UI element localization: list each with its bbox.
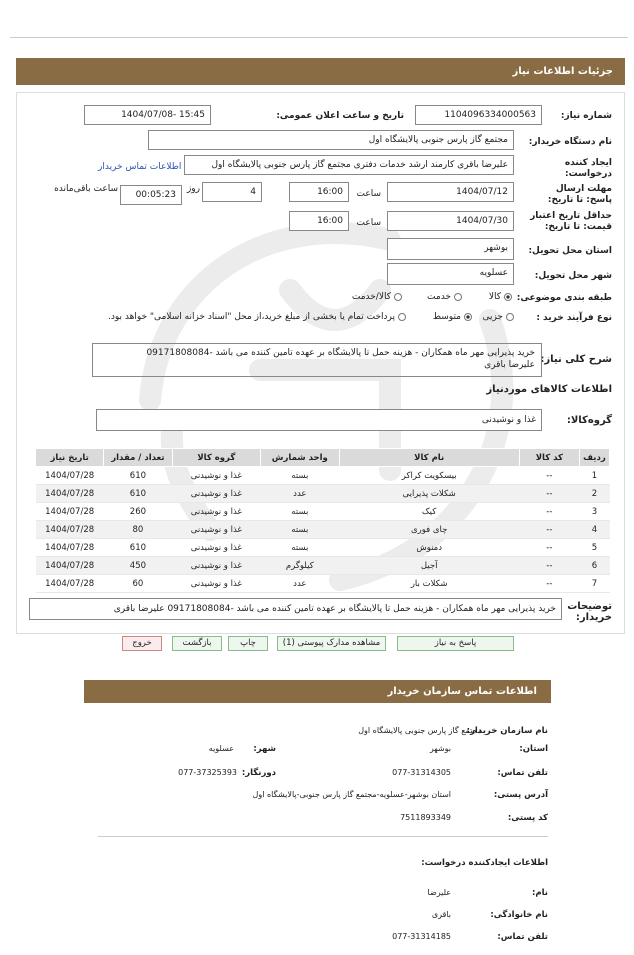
category-radio-goods[interactable] bbox=[504, 293, 512, 301]
goods-group-label: گروه‌کالا: bbox=[566, 415, 612, 426]
category-radio-service[interactable] bbox=[454, 293, 462, 301]
buyer-notes-label: توضیحات خریدار: bbox=[567, 601, 612, 623]
announce-datetime-field: 1404/07/08- 15:45 bbox=[84, 105, 211, 125]
page-title: جزئیات اطلاعات نیاز bbox=[16, 58, 625, 85]
top-divider bbox=[10, 37, 628, 38]
buyer-org-field: مجتمع گاز پارس جنوبی پالایشگاه اول bbox=[148, 130, 514, 150]
creator-name-label: نام: bbox=[531, 888, 548, 898]
process-option-medium[interactable]: متوسط bbox=[433, 312, 472, 322]
creator-family-label: نام خانوادگی: bbox=[490, 910, 548, 920]
col-date: تاریخ نیاز bbox=[36, 449, 104, 467]
contact-city-value: عسلویه bbox=[208, 744, 234, 753]
days-label: روز bbox=[186, 184, 200, 194]
table-row: 6 -- آجیل کیلوگرم غذا و نوشیدنی 450 1404/07/28 bbox=[36, 557, 610, 575]
treasury-checkbox[interactable] bbox=[398, 313, 406, 321]
contact-address-value: استان بوشهر-عسلویه-مجتمع گاز پارس جنوبی-پالایشگاه اول bbox=[252, 790, 451, 799]
contact-postal-value: 7511893349 bbox=[400, 813, 451, 822]
remaining-time-field: 00:05:23 bbox=[120, 185, 182, 205]
contact-province-value: بوشهر bbox=[429, 744, 451, 753]
reply-time-label: ساعت bbox=[356, 189, 381, 199]
goods-info-title: اطلاعات کالاهای موردنیاز bbox=[486, 384, 612, 395]
col-code: کد کالا bbox=[519, 449, 579, 467]
process-radio-partial[interactable] bbox=[506, 313, 514, 321]
contact-province-label: استان: bbox=[519, 744, 548, 754]
contact-section-title: اطلاعات تماس سازمان خریدار bbox=[84, 680, 551, 703]
table-row: 1 -- بیسکویت کراکر بسته غذا و نوشیدنی 610 1404/07/28 bbox=[36, 467, 610, 485]
contact-org-value: مجتمع گاز پارس جنوبی پالایشگاه اول bbox=[358, 726, 482, 735]
table-row: 7 -- شکلات بار عدد غذا و نوشیدنی 60 1404/07/28 bbox=[36, 575, 610, 593]
table-header-row bbox=[36, 449, 610, 467]
table-row: 2 -- شکلات پذیرایی عدد غذا و نوشیدنی 610 1404/07/28 bbox=[36, 485, 610, 503]
category-label: طبقه بندی موضوعی: bbox=[516, 293, 612, 303]
contact-phone-value: 077-31314305 bbox=[392, 768, 451, 777]
price-validity-date: 1404/07/30 bbox=[387, 211, 514, 231]
creator-phone-value: 077-31314185 bbox=[392, 932, 451, 941]
category-option-both[interactable]: کالا/خدمت bbox=[352, 292, 402, 302]
creator-label: ایجاد کننده درخواست: bbox=[564, 158, 612, 179]
reply-deadline-date: 1404/07/12 bbox=[387, 182, 514, 202]
category-option-goods[interactable]: کالا bbox=[489, 292, 512, 302]
col-group: گروه کالا bbox=[172, 449, 261, 467]
reply-days-field: 4 bbox=[202, 182, 262, 202]
province-label: استان محل تحویل: bbox=[528, 246, 612, 256]
col-name: نام کالا bbox=[339, 449, 519, 467]
table-row: 5 -- دمنوش بسته غذا و نوشیدنی 610 1404/07/28 bbox=[36, 539, 610, 557]
contact-phone-label: تلفن تماس: bbox=[497, 768, 548, 778]
general-desc-label: شرح کلی نیاز: bbox=[540, 354, 612, 365]
city-label: شهر محل تحویل: bbox=[534, 271, 612, 281]
attachments-button[interactable]: مشاهده مدارک پیوستی (1) bbox=[277, 636, 386, 651]
creator-family-value: باقری bbox=[431, 910, 451, 919]
price-validity-label: حداقل تاریخ اعتبار قیمت: تا تاریخ: bbox=[530, 211, 612, 232]
buyer-notes-field: خرید پذیرایی مهر ماه همکاران - هزینه حمل تا پالایشگاه بر عهده تامین کننده می باشد -09171808084 علیرضا باقری bbox=[29, 598, 562, 620]
reply-button[interactable]: پاسخ به نیاز bbox=[397, 636, 514, 651]
creator-phone-label: تلفن تماس: bbox=[497, 932, 548, 942]
contact-address-label: آدرس پستی: bbox=[493, 790, 548, 800]
back-button[interactable]: بازگشت bbox=[172, 636, 222, 651]
validity-time-label: ساعت bbox=[356, 218, 381, 228]
need-number-field: 1104096334000563 bbox=[415, 105, 542, 125]
col-row: ردیف bbox=[579, 449, 609, 467]
treasury-note: پرداخت تمام یا بخشی از مبلغ خرید،از محل "اسناد خزانه اسلامی" خواهد بود. bbox=[108, 312, 406, 322]
category-option-service[interactable]: خدمت bbox=[427, 292, 462, 302]
table-row: 4 -- چای فوری بسته غذا و نوشیدنی 80 1404/07/28 bbox=[36, 521, 610, 539]
table-row: 3 -- کیک بسته غذا و نوشیدنی 260 1404/07/28 bbox=[36, 503, 610, 521]
reply-deadline-time: 16:00 bbox=[289, 182, 349, 202]
exit-button[interactable]: خروج bbox=[122, 636, 162, 651]
buyer-contact-link[interactable]: اطلاعات تماس خریدار bbox=[98, 162, 182, 172]
price-validity-time: 16:00 bbox=[289, 211, 349, 231]
goods-group-field: غذا و نوشیدنی bbox=[96, 409, 542, 431]
contact-fax-label: دورنگار: bbox=[241, 768, 276, 778]
col-unit: واحد شمارش bbox=[261, 449, 339, 467]
items-table bbox=[35, 448, 610, 593]
general-desc-field: خرید پذیرایی مهر ماه همکاران - هزینه حمل تا پالایشگاه بر عهده تامین کننده می باشد -09171808084 علیرضا باقری bbox=[92, 343, 542, 377]
print-button[interactable]: چاپ bbox=[228, 636, 268, 651]
announce-datetime-label: تاریخ و ساعت اعلان عمومی: bbox=[276, 111, 404, 121]
process-radio-medium[interactable] bbox=[464, 313, 472, 321]
creator-field: علیرضا باقری کارمند ارشد خدمات دفتری مجتمع گاز پارس جنوبی پالایشگاه اول bbox=[184, 155, 514, 175]
need-number-label: شماره نیاز: bbox=[560, 111, 612, 121]
category-radio-both[interactable] bbox=[394, 293, 402, 301]
province-field: بوشهر bbox=[387, 238, 514, 260]
remaining-label: ساعت باقی‌مانده bbox=[54, 184, 118, 194]
process-option-partial[interactable]: جزیی bbox=[482, 312, 514, 322]
col-qty: تعداد / مقدار bbox=[104, 449, 172, 467]
creator-name-value: علیرضا bbox=[427, 888, 451, 897]
contact-city-label: شهر: bbox=[253, 744, 276, 754]
reply-deadline-label: مهلت ارسال پاسخ: تا تاریخ: bbox=[547, 184, 612, 205]
city-field: عسلویه bbox=[387, 263, 514, 285]
contact-divider bbox=[98, 836, 548, 837]
buyer-org-label: نام دستگاه خریدار: bbox=[528, 137, 612, 147]
creator-info-title: اطلاعات ایجادکننده درخواست: bbox=[421, 858, 548, 868]
contact-postal-label: کد پستی: bbox=[507, 813, 548, 823]
contact-org-label: نام سازمان خریدار: bbox=[466, 726, 548, 736]
process-label: نوع فرآیند خرید : bbox=[536, 313, 612, 323]
contact-fax-value: 077-37325393 bbox=[178, 768, 237, 777]
